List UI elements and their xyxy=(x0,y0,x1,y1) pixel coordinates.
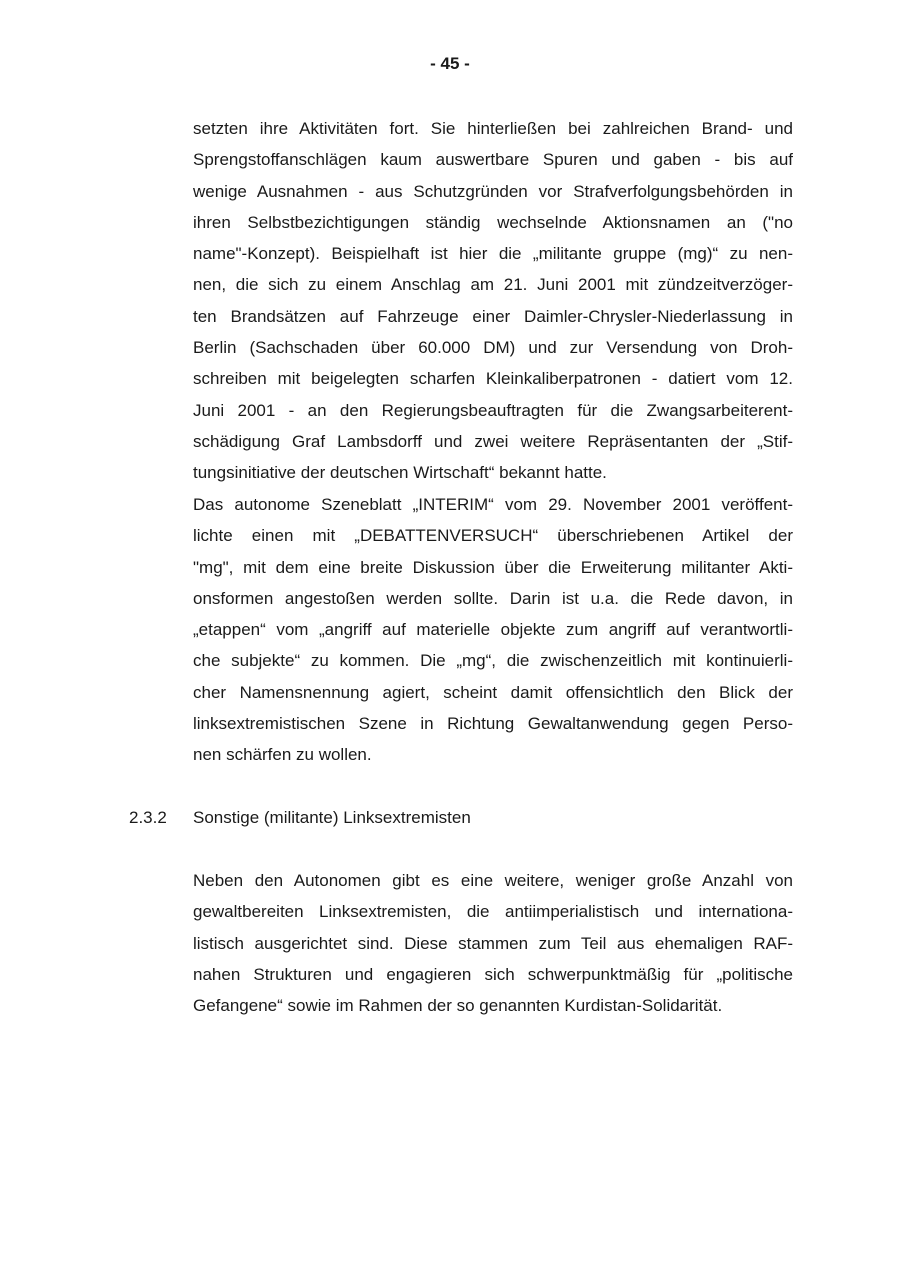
page-number: - 45 - xyxy=(430,54,470,73)
paragraph-line: Juni 2001 - an den Regierungsbeauftragten für die Zwangsarbeiterent- xyxy=(193,400,793,420)
paragraph-line: wenige Ausnahmen - aus Schutzgründen vor Strafverfolgungsbehörden in xyxy=(193,181,793,201)
paragraph-line: linksextremistischen Szene in Richtung Gewaltanwendung gegen Perso- xyxy=(193,714,793,734)
paragraph-line: ten Brandsätzen auf Fahrzeuge einer Daimler-Chrysler-Niederlassung in xyxy=(193,306,793,326)
paragraph-2 xyxy=(193,489,793,771)
section-title: Sonstige (militante) Linksextremisten xyxy=(193,808,471,827)
paragraph-line: nen schärfen zu wollen. xyxy=(193,745,372,765)
paragraph-line: schädigung Graf Lambsdorff und zwei weitere Repräsentanten der „Stif- xyxy=(193,431,793,451)
paragraph-line: Neben den Autonomen gibt es eine weitere, weniger große Anzahl von xyxy=(193,871,793,890)
paragraph-line: onsformen angestoßen werden sollte. Darin ist u.a. die Rede davon, in xyxy=(193,588,793,608)
paragraph-line: gewaltbereiten Linksextremisten, die antiimperialistisch und internationa- xyxy=(193,902,793,922)
section-number: 2.3.2 xyxy=(129,808,167,827)
paragraph-line: "mg", mit dem eine breite Diskussion über die Erweiterung militanter Akti- xyxy=(193,557,793,577)
paragraph-line: schreiben mit beigelegten scharfen Kleinkaliberpatronen - datiert vom 12. xyxy=(193,369,793,389)
paragraph-line: tungsinitiative der deutschen Wirtschaft“ bekannt hatte. xyxy=(193,463,607,483)
paragraph-line: setzten ihre Aktivitäten fort. Sie hinterließen bei zahlreichen Brand- und xyxy=(193,119,793,138)
paragraph-line: nahen Strukturen und engagieren sich schwerpunktmäßig für „politische xyxy=(193,964,793,984)
paragraph-3 xyxy=(193,865,793,1021)
paragraph-line: cher Namensnennung agiert, scheint damit offensichtlich den Blick der xyxy=(193,682,793,702)
paragraph-line: Das autonome Szeneblatt „INTERIM“ vom 29. November 2001 veröffent- xyxy=(193,495,793,514)
section-heading xyxy=(129,802,471,833)
paragraph-line: name"-Konzept). Beispielhaft ist hier die „militante gruppe (mg)“ zu nen- xyxy=(193,244,793,264)
paragraph-line: nen, die sich zu einem Anschlag am 21. Juni 2001 mit zündzeitverzöger- xyxy=(193,275,793,295)
paragraph-line: listisch ausgerichtet sind. Diese stammen zum Teil aus ehemaligen RAF- xyxy=(193,933,793,953)
paragraph-line: lichte einen mit „DEBATTENVERSUCH“ überschriebenen Artikel der xyxy=(193,526,793,546)
paragraph-line: ihren Selbstbezichtigungen ständig wechselnde Aktionsnamen an ("no xyxy=(193,212,793,232)
paragraph-line: Gefangene“ sowie im Rahmen der so genannten Kurdistan-Solidarität. xyxy=(193,996,723,1016)
paragraph-line: Berlin (Sachschaden über 60.000 DM) und zur Versendung von Droh- xyxy=(193,338,793,358)
paragraph-line: che subjekte“ zu kommen. Die „mg“, die zwischenzeitlich mit kontinuierli- xyxy=(193,651,793,671)
paragraph-line: „etappen“ vom „angriff auf materielle objekte zum angriff auf verantwortli- xyxy=(193,620,793,640)
paragraph-1 xyxy=(193,113,793,489)
paragraph-line: Sprengstoffanschlägen kaum auswertbare Spuren und gaben - bis auf xyxy=(193,150,793,170)
